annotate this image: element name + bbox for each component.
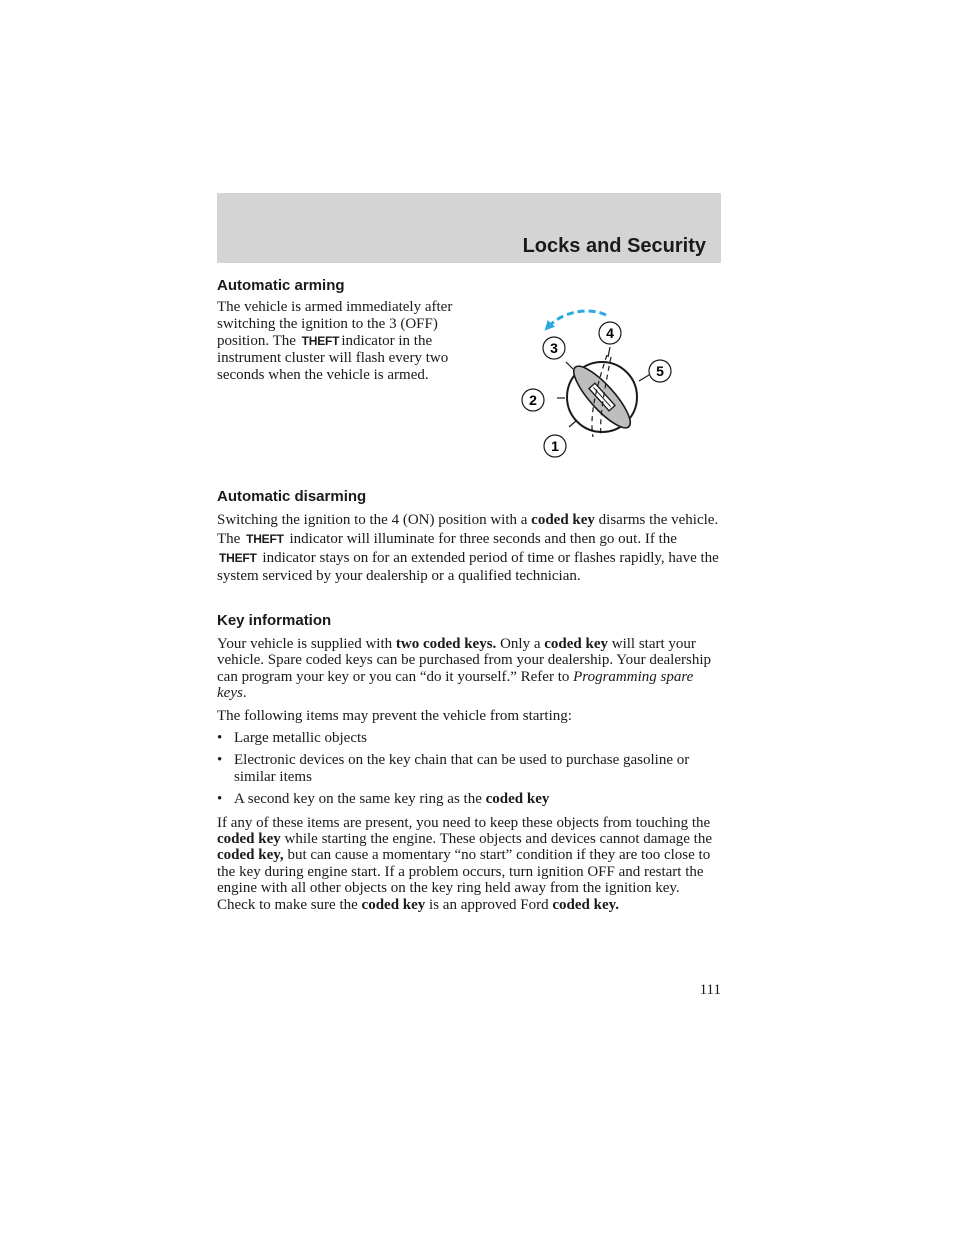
automatic-arming-section xyxy=(217,277,477,384)
position-2 xyxy=(522,389,544,411)
list-item: • A second key on the same key ring as the coded key xyxy=(217,791,550,808)
automatic-arming-paragraph: The vehicle is armed immediately after switching the ignition to the 3 (OFF) position. The THEFT indicator in the instrument cluster will flash every two seconds when the vehicle is armed. xyxy=(217,299,453,383)
theft-indicator-label: THEFT xyxy=(246,531,284,546)
key-information-section xyxy=(217,612,721,913)
position-5 xyxy=(649,360,671,382)
section-title: Locks and Security xyxy=(522,235,706,257)
key-information-paragraph-3: If any of these items are present, you need to keep these objects from touching the coded key while starting the engine. These objects and devices cannot damage the coded key, but can cause a momentary “no start” condition if they are too close to the key during engine start. If a problem occurs, turn ignition OFF and restart the engine with all other objects on the key ring held away from the ignition key. Check to make sure the coded key is an approved Ford coded key. xyxy=(217,814,712,913)
list-item: • Electronic devices on the key chain that can be used to purchase gasoline or similar items xyxy=(217,752,690,785)
theft-indicator-label: THEFT xyxy=(301,333,340,348)
theft-indicator-label: THEFT xyxy=(219,550,257,565)
rotation-arrow-icon xyxy=(548,311,606,327)
svg-text:2: 2 xyxy=(529,392,537,408)
position-1 xyxy=(544,435,566,457)
key-information-paragraph-2: The following items may prevent the vehicle from starting: xyxy=(217,707,572,724)
svg-text:3: 3 xyxy=(550,340,558,356)
automatic-arming-heading: Automatic arming xyxy=(217,277,345,294)
ignition-switch-illustration xyxy=(505,305,685,470)
automatic-disarming-heading: Automatic disarming xyxy=(217,488,367,505)
prevent-start-list xyxy=(217,730,721,808)
ignition-diagram xyxy=(505,305,685,470)
key-information-heading: Key information xyxy=(217,612,332,629)
svg-text:5: 5 xyxy=(656,363,664,379)
position-3 xyxy=(543,337,565,359)
svg-text:4: 4 xyxy=(606,325,614,341)
svg-text:1: 1 xyxy=(551,438,559,454)
section-header-band xyxy=(217,193,721,263)
page-number: 111 xyxy=(699,982,721,998)
automatic-disarming-section xyxy=(217,488,721,586)
position-4 xyxy=(599,322,621,344)
automatic-disarming-paragraph: Switching the ignition to the 4 (ON) position with a coded key disarms the vehicle. The THEFT indicator will illuminate for three seconds and then go out. If the THEFT indicator stays on for an extended period of time or flashes rapidly, have the system serviced by your dealership or a qualified technician. xyxy=(217,512,719,585)
key-information-paragraph-1: Your vehicle is supplied with two coded keys. Only a coded key will start your vehicle. Spare coded keys can be purchased from your dealership. Your dealership can program your key or you can “do it yourself.” Refer to Programming spare keys. xyxy=(217,636,712,702)
list-item: • Large metallic objects xyxy=(217,730,368,747)
